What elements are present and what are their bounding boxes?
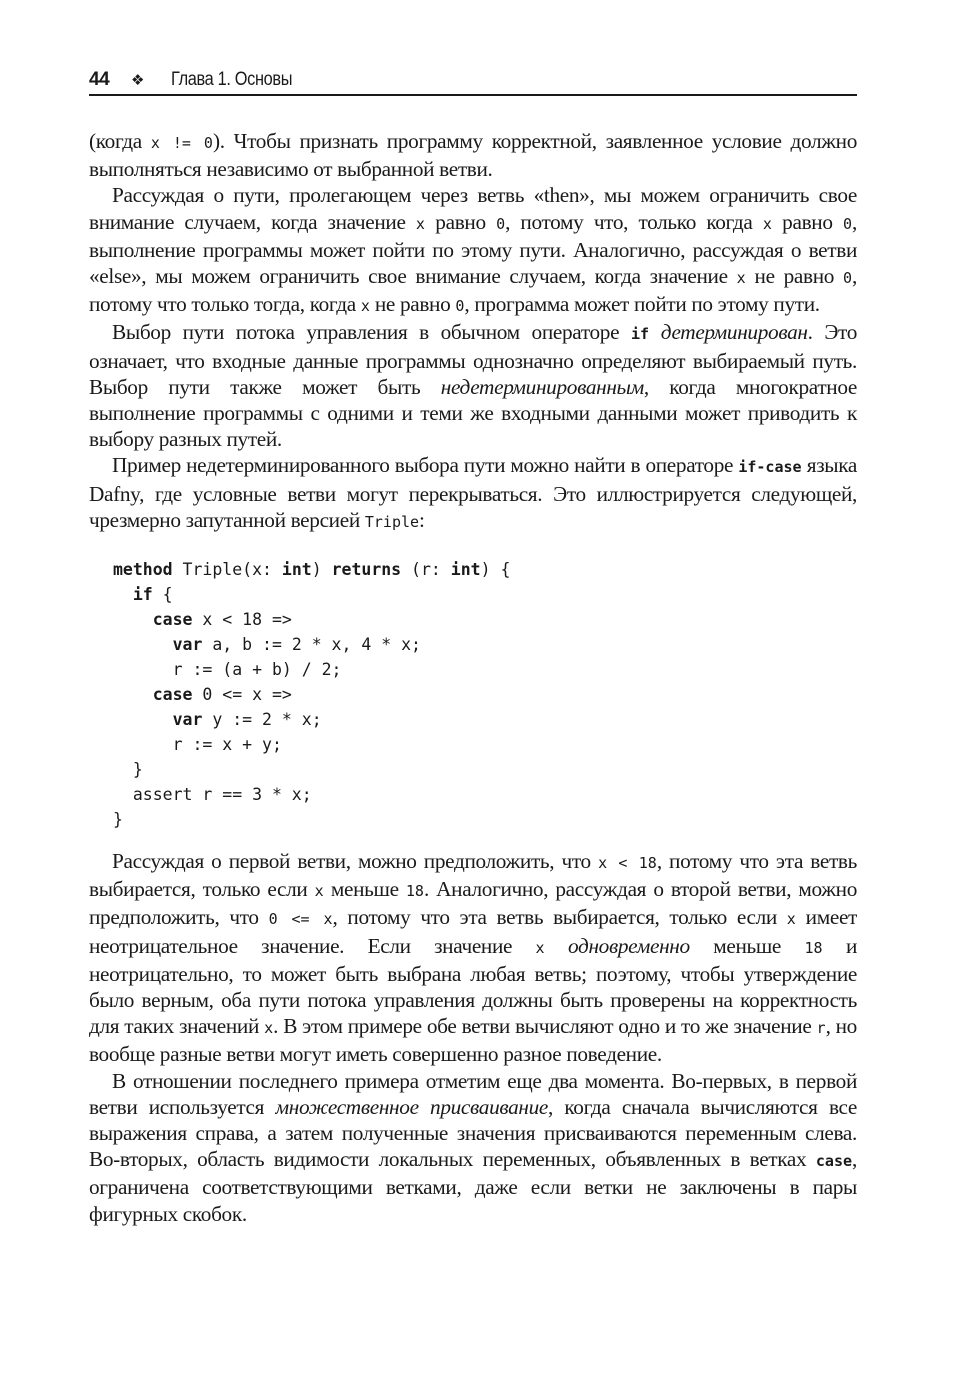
inline-code: x < 18 => bbox=[192, 610, 292, 630]
inline-code: 0 bbox=[842, 269, 853, 288]
text-run: , потому что эта ветвь выбирается, только если bbox=[332, 905, 787, 930]
inline-code: r := (a + b) / 2; bbox=[113, 660, 342, 680]
inline-code: x bbox=[736, 269, 746, 288]
inline-code: (r: bbox=[401, 560, 451, 580]
paragraph bbox=[89, 319, 857, 452]
text-run: , но вообще разные ветви могут иметь совершенно разное поведение. bbox=[89, 1014, 857, 1067]
inline-code bbox=[113, 685, 153, 704]
inline-code: ) { bbox=[480, 560, 511, 580]
emphasized-term: детерминирован bbox=[660, 320, 808, 345]
text-run: . В этом примере обе ветви вычисляют одно и то же значение bbox=[273, 1014, 817, 1039]
inline-code: x bbox=[786, 910, 796, 929]
inline-code: } bbox=[113, 760, 143, 780]
page-number: 44 bbox=[89, 69, 110, 90]
inline-code: x bbox=[535, 938, 545, 957]
code-line bbox=[113, 557, 857, 582]
text-run: , ограничена соответствующими ветками, даже если ветки не заключены в пары фигурных скобок. bbox=[89, 1147, 857, 1226]
text-run: , программа может пойти по этому пути. bbox=[464, 292, 820, 317]
text-run: , потому что, только когда bbox=[505, 209, 763, 234]
text-run: . Это означает, что входные данные программы однозначно определяют выбираемый путь. Выбор пути также может быть bbox=[89, 320, 858, 399]
emphasized-term: одновременно bbox=[568, 933, 690, 958]
inline-code: x < 18 bbox=[598, 854, 657, 873]
code-line bbox=[113, 807, 857, 832]
emphasized-term: множественное присваивание bbox=[275, 1094, 549, 1119]
code-keyword: case bbox=[815, 1152, 853, 1171]
code-keyword: case bbox=[152, 685, 193, 705]
code-line bbox=[113, 582, 857, 607]
inline-code: r bbox=[816, 1019, 826, 1038]
paragraphs-after-code bbox=[89, 848, 857, 1227]
inline-code bbox=[113, 610, 153, 629]
text-run: : bbox=[419, 507, 425, 532]
text-run bbox=[545, 934, 568, 958]
text-run: (когда bbox=[89, 129, 151, 153]
code-line bbox=[113, 707, 857, 732]
inline-code bbox=[113, 635, 173, 654]
chapter-title: Глава 1. Основы bbox=[171, 69, 293, 90]
text-run: Выбор пути потока управления в обычном операторе bbox=[112, 320, 631, 345]
paragraph bbox=[89, 128, 857, 182]
code-line bbox=[113, 657, 857, 682]
body-text bbox=[89, 128, 857, 1227]
inline-code: 0 bbox=[455, 297, 465, 316]
inline-code: } bbox=[113, 810, 123, 830]
text-run: языка Dafny, где условные ветви могут перекрываться. Это иллюстрируется следующей, чрезмерно запутанной версией bbox=[89, 453, 858, 532]
inline-code: a, b := 2 * x, 4 * x; bbox=[202, 635, 421, 655]
text-run: не равно bbox=[369, 292, 456, 317]
text-run bbox=[649, 320, 661, 344]
code-keyword: int bbox=[450, 560, 481, 580]
code-line bbox=[113, 782, 857, 807]
inline-code: Triple bbox=[364, 512, 420, 531]
text-run: , потому что эта ветвь выбирается, только если bbox=[89, 849, 857, 902]
text-run: имеет неотрицательное значение. Если значение bbox=[89, 905, 858, 958]
code-listing bbox=[113, 557, 857, 832]
code-keyword: case bbox=[152, 610, 193, 630]
inline-code: 18 bbox=[804, 938, 823, 957]
emphasized-term: недетерминированным bbox=[440, 374, 644, 399]
code-keyword: int bbox=[281, 560, 312, 580]
code-keyword: method bbox=[113, 560, 173, 580]
inline-code: r := x + y; bbox=[113, 735, 282, 755]
text-run: ). Чтобы признать программу корректной, заявленное условие должно выполняться независимо от выбранной ветви. bbox=[89, 129, 858, 182]
text-run: равно bbox=[424, 209, 497, 234]
text-run: . Аналогично, рассуждая о второй ветви, можно предположить, что bbox=[89, 877, 857, 930]
text-run: меньше bbox=[689, 933, 805, 958]
code-line bbox=[113, 757, 857, 782]
paragraphs-before-code bbox=[89, 128, 857, 535]
paragraph bbox=[89, 1068, 857, 1227]
text-run: , когда многократное выполнение программы с одними и теми же входными данными может приводить к выбору разных путей. bbox=[89, 374, 857, 452]
code-keyword: if bbox=[132, 585, 153, 605]
inline-code: { bbox=[152, 585, 173, 605]
inline-code: x bbox=[314, 882, 324, 901]
text-run: , когда сначала вычисляются все выражения справа, а затем полученные значения присваиваются переменным слева. Во-вторых, область видимости локальных переменных, объявленных в ветках bbox=[89, 1094, 858, 1172]
code-line bbox=[113, 607, 857, 632]
book-page bbox=[89, 66, 857, 1227]
text-run: , выполнение программы может пойти по этому пути. Аналогично, рассуждая о ветви «else», мы можем ограничить свое внимание случаем, когда значение bbox=[89, 209, 857, 289]
inline-code: x bbox=[264, 1019, 274, 1038]
inline-code: 0 <= x bbox=[268, 910, 333, 929]
text-run: Рассуждая о первой ветви, можно предположить, что bbox=[112, 849, 599, 874]
code-keyword: if bbox=[630, 325, 650, 344]
inline-code: 0 <= x => bbox=[192, 685, 292, 705]
diamond-ornament-icon: ❖ bbox=[131, 72, 145, 89]
inline-code: 0 bbox=[842, 214, 852, 233]
inline-code: ) bbox=[311, 560, 332, 580]
paragraph bbox=[89, 452, 857, 535]
inline-code: 0 bbox=[496, 214, 506, 233]
paragraph bbox=[89, 182, 857, 319]
inline-code: Triple(x: bbox=[172, 560, 282, 580]
paragraph bbox=[89, 848, 857, 1068]
code-keyword: if-case bbox=[738, 458, 802, 477]
inline-code: assert r == 3 * x; bbox=[113, 785, 312, 805]
text-run: Рассуждая о пути, пролегающем через ветвь «then», мы можем ограничить свое внимание случаем, когда значение bbox=[89, 183, 857, 234]
code-line bbox=[113, 682, 857, 707]
code-keyword: returns bbox=[331, 560, 402, 580]
text-run: Пример недетерминированного выбора пути можно найти в операторе bbox=[112, 453, 739, 478]
code-line bbox=[113, 732, 857, 757]
inline-code: x bbox=[360, 297, 370, 316]
text-run: , потому что только тогда, когда bbox=[89, 264, 857, 317]
text-run: В отношении последнего примера отметим еще два момента. Во-первых, в первой ветви используется bbox=[89, 1068, 857, 1119]
inline-code: x bbox=[762, 214, 772, 233]
code-line bbox=[113, 632, 857, 657]
inline-code bbox=[113, 710, 173, 729]
text-run: равно bbox=[771, 209, 843, 234]
inline-code: x != 0 bbox=[150, 134, 213, 152]
text-run: меньше bbox=[323, 877, 406, 902]
inline-code: y := 2 * x; bbox=[202, 710, 322, 730]
code-keyword: var bbox=[172, 710, 203, 730]
text-run: и неотрицательно, то может быть выбрана любая ветвь; поэтому, чтобы утверждение было верным, оба пути потока управления должны быть проверены на корректность для таких значений bbox=[89, 933, 858, 1039]
inline-code bbox=[113, 585, 133, 604]
inline-code: 18 bbox=[405, 882, 424, 901]
text-run: не равно bbox=[745, 264, 843, 289]
running-header bbox=[89, 66, 857, 96]
inline-code: x bbox=[415, 214, 425, 233]
code-keyword: var bbox=[172, 635, 203, 655]
